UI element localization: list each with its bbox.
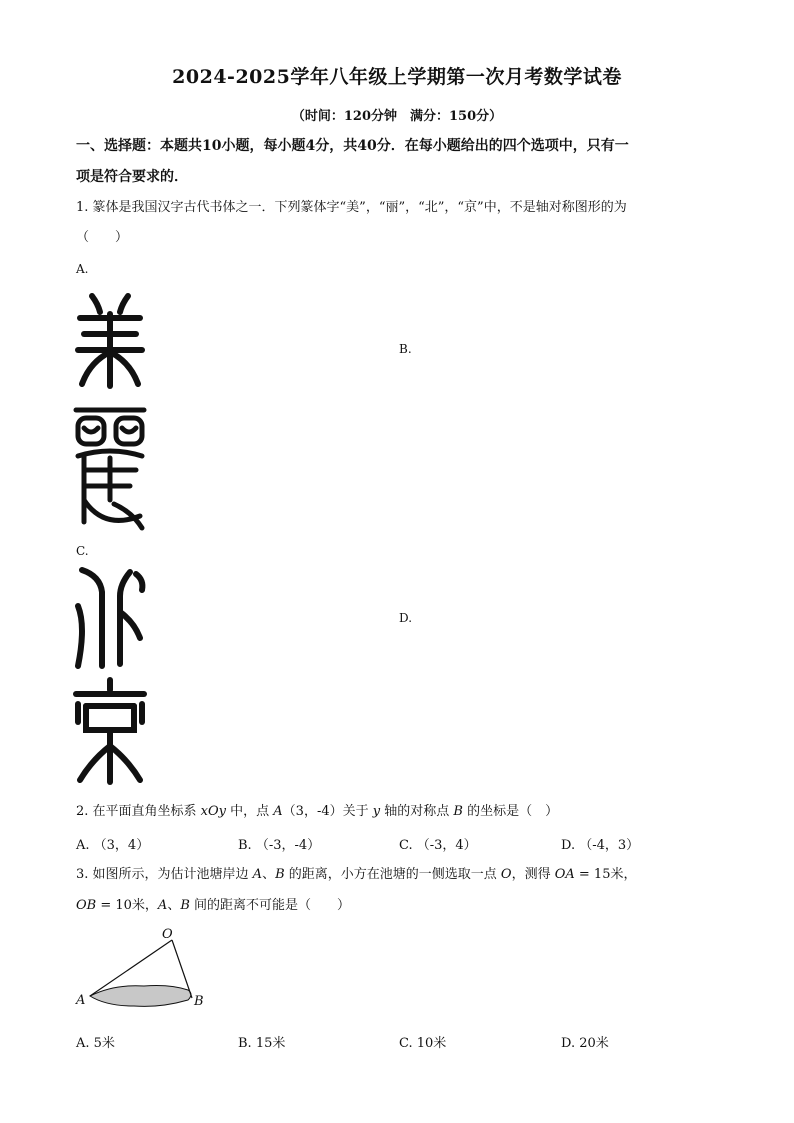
q1-option-b-label[interactable]: B. xyxy=(399,342,412,356)
q3-ob-value: = 10米， xyxy=(96,898,158,913)
q3-text-a: 3. 如图所示，为估计池塘岸边 xyxy=(76,867,253,882)
q3-option-a[interactable]: A. 5米 xyxy=(76,1036,115,1051)
figure-label-a: A xyxy=(76,993,86,1008)
q3-option-d[interactable]: D. 20米 xyxy=(561,1036,609,1051)
exam-title: 2024-2025学年八年级上学期第一次月考数学试卷 xyxy=(172,66,622,88)
section-heading-line2: 项是符合要求的． xyxy=(76,169,188,185)
q3-point-o: O xyxy=(500,867,512,882)
q3-segment-oa: OA xyxy=(554,867,575,882)
q3-point-b-2: B xyxy=(180,898,190,913)
q3-sep-2: 、 xyxy=(167,898,181,913)
figure-label-o: O xyxy=(162,927,173,942)
seal-jing-icon xyxy=(70,676,150,788)
q3-pond-figure xyxy=(70,924,220,1014)
q2-point-b: B xyxy=(453,804,463,819)
q1-stem: 1. 篆体是我国汉字古代书体之一．下列篆体字“美”，“丽”，“北”，“京”中，不是轴对称图形的为 xyxy=(76,200,627,215)
figure-label-b: B xyxy=(194,994,204,1009)
q3-oa-value: = 15米， xyxy=(574,867,637,882)
q2-point-a: A xyxy=(273,804,283,819)
q1-option-c-label[interactable]: C. xyxy=(76,544,89,558)
section-heading-line1: 一、选择题：本题共10小题，每小题4分，共40分．在每小题给出的四个选项中，只有一 xyxy=(76,138,629,154)
q3-stem-line1 xyxy=(76,866,636,884)
q3-sep: 、 xyxy=(262,867,276,882)
q2-stem-prefix: 2. 在平面直角坐标系 xyxy=(76,804,201,819)
q2-stem-mid1: 中，点 xyxy=(226,804,274,819)
q2-option-a[interactable]: A. （3，4） xyxy=(76,838,150,853)
q2-option-d[interactable]: D. （-4，3） xyxy=(561,838,640,853)
seal-bei-icon xyxy=(70,566,150,672)
exam-subtitle: （时间：120分钟 满分：150分） xyxy=(291,109,503,124)
q3-text-c: ，测得 xyxy=(511,867,555,882)
q2-coords: （3，-4）关于 xyxy=(282,804,373,819)
q2-option-c[interactable]: C. （-3，4） xyxy=(399,838,477,853)
q2-stem xyxy=(76,803,558,821)
q3-text-b: 的距离，小方在池塘的一侧选取一点 xyxy=(284,867,501,882)
q3-stem-line2 xyxy=(76,897,350,915)
q3-option-b[interactable]: B. 15米 xyxy=(238,1036,286,1051)
seal-li-icon xyxy=(70,400,150,532)
q2-option-b[interactable]: B. （-3，-4） xyxy=(238,838,321,853)
seal-mei-icon xyxy=(70,290,150,390)
q1-option-a-label[interactable]: A. xyxy=(76,262,89,276)
q1-option-d-label[interactable]: D. xyxy=(399,611,413,625)
q3-point-b: B xyxy=(275,867,285,882)
q3-option-c[interactable]: C. 10米 xyxy=(399,1036,447,1051)
q3-point-a: A xyxy=(252,867,263,882)
pond-shape xyxy=(90,986,191,1007)
q2-stem-suffix: 的坐标是（ ） xyxy=(462,804,559,819)
q3-text-d: 间的距离不可能是（ ） xyxy=(189,898,351,913)
q1-paren: （ ） xyxy=(76,230,129,245)
q3-segment-ob: OB xyxy=(76,898,97,913)
q2-coordinate-system: xOy xyxy=(200,804,227,819)
q3-point-a-2: A xyxy=(157,898,168,913)
q2-axis: y xyxy=(372,804,381,819)
q2-stem-mid2: 轴的对称点 xyxy=(380,804,454,819)
